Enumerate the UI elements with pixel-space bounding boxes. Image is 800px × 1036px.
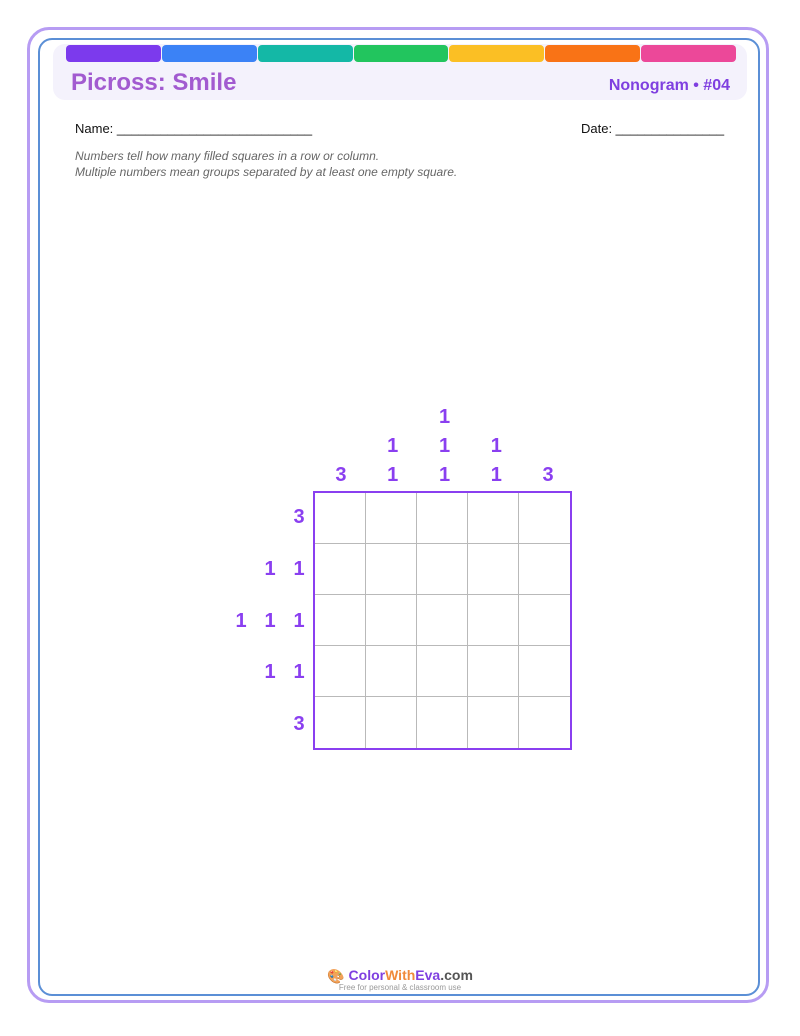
grid-cell[interactable] bbox=[519, 595, 570, 646]
grid-cell[interactable] bbox=[417, 544, 468, 595]
row-clue: 1 bbox=[264, 661, 276, 684]
rainbow-segment bbox=[545, 45, 640, 62]
grid-cell[interactable] bbox=[417, 646, 468, 697]
rainbow-segment bbox=[449, 45, 544, 62]
grid-cell[interactable] bbox=[519, 697, 570, 748]
column-clue: 3 bbox=[542, 464, 554, 486]
grid-cell[interactable] bbox=[468, 544, 519, 595]
name-field: Name: ___________________________ bbox=[75, 121, 313, 136]
column-clue: 1 bbox=[387, 464, 399, 486]
row-clue: 1 bbox=[235, 609, 247, 632]
column-clue: 1 bbox=[387, 435, 399, 457]
row-clue: 3 bbox=[293, 505, 305, 528]
column-clue: 3 bbox=[335, 464, 347, 486]
grid-cell[interactable] bbox=[366, 595, 417, 646]
grid-cell[interactable] bbox=[315, 595, 366, 646]
grid-cell[interactable] bbox=[366, 646, 417, 697]
grid-cell[interactable] bbox=[468, 646, 519, 697]
rainbow-segment bbox=[162, 45, 257, 62]
column-clue: 1 bbox=[438, 435, 451, 457]
puzzle-grid bbox=[313, 491, 572, 750]
row-clue: 1 bbox=[264, 609, 276, 632]
grid-cell[interactable] bbox=[417, 697, 468, 748]
grid-cell[interactable] bbox=[366, 493, 417, 544]
grid-cell[interactable] bbox=[315, 646, 366, 697]
grid-cell[interactable] bbox=[366, 697, 417, 748]
grid-cell[interactable] bbox=[468, 493, 519, 544]
column-clue: 1 bbox=[490, 435, 502, 457]
brand-name: ColorWithEva.com bbox=[348, 967, 473, 983]
grid-cell[interactable] bbox=[468, 595, 519, 646]
grid-cell[interactable] bbox=[315, 493, 366, 544]
grid-cell[interactable] bbox=[315, 544, 366, 595]
rainbow-segment bbox=[641, 45, 736, 62]
row-clue: 3 bbox=[293, 713, 305, 736]
footer-tagline: Free for personal & classroom use bbox=[338, 983, 462, 992]
row-clue: 1 bbox=[293, 661, 305, 684]
instruction-line-1: Numbers tell how many filled squares in a row or column. bbox=[75, 149, 380, 163]
column-clue: 1 bbox=[438, 464, 451, 486]
column-clue: 1 bbox=[438, 406, 451, 428]
grid-cell[interactable] bbox=[366, 544, 417, 595]
instruction-line-2: Multiple numbers mean groups separated by at least one empty square. bbox=[75, 165, 458, 179]
grid-cell[interactable] bbox=[468, 697, 519, 748]
row-clue: 1 bbox=[293, 557, 305, 580]
grid-cell[interactable] bbox=[519, 493, 570, 544]
puzzle-subtitle: Nonogram • #04 bbox=[608, 77, 730, 94]
row-clue: 1 bbox=[293, 609, 305, 632]
palette-icon: 🎨 bbox=[327, 968, 345, 984]
grid-cell[interactable] bbox=[417, 493, 468, 544]
grid-cell[interactable] bbox=[315, 697, 366, 748]
rainbow-segment bbox=[258, 45, 353, 62]
grid-cell[interactable] bbox=[519, 646, 570, 697]
grid-cell[interactable] bbox=[519, 544, 570, 595]
row-clue: 1 bbox=[264, 557, 276, 580]
page-title: Picross: Smile bbox=[71, 69, 237, 96]
rainbow-segment bbox=[354, 45, 449, 62]
rainbow-segment bbox=[66, 45, 161, 62]
date-field: Date: _______________ bbox=[581, 121, 725, 136]
column-clue: 1 bbox=[490, 464, 502, 486]
rainbow-bar bbox=[66, 45, 736, 62]
grid-cell[interactable] bbox=[417, 595, 468, 646]
footer-logo bbox=[0, 967, 800, 992]
